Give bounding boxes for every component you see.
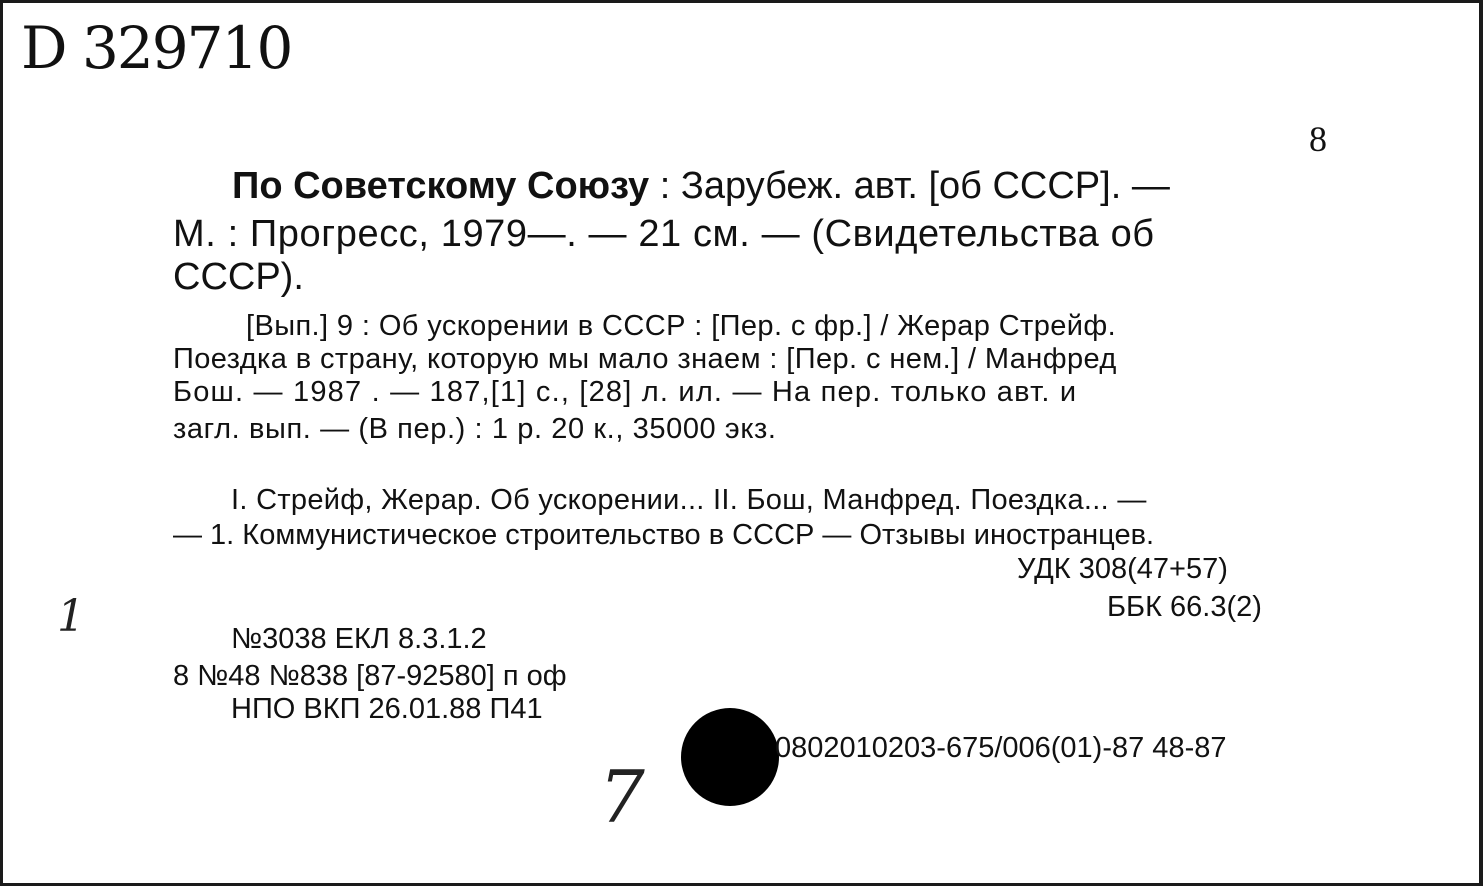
udk-code: УДК 308(47+57) [1017,553,1228,585]
title-line-2: М. : Прогресс, 1979—. — 21 см. — (Свидетельства об [173,213,1155,255]
issue-line: Поездка в страну, которую мы мало знаем : [Пер. с нем.] / Манфред [173,343,1117,375]
handwritten-mark-left: 1 [57,591,85,642]
issue-line: [Вып.] 9 : Об ускорении в СССР : [Пер. с фр.] / Жерар Стрейф. [246,310,1117,342]
title-line-1 [232,167,1170,205]
corner-number: 8 [1309,119,1327,159]
tracing-line: — 1. Коммунистическое строительство в СССР — Отзывы иностранцев. [173,519,1155,551]
title-line-1-rest: : Зарубеж. авт. [об СССР]. — [659,165,1170,207]
accession-number: D 329710 [21,14,292,82]
tracing-line: I. Стрейф, Жерар. Об ускорении... II. Бош, Манфред. Поездка... — [231,484,1147,516]
title-line-3: СССР). [173,256,304,298]
issue-line: загл. вып. — (В пер.) : 1 р. 20 к., 35000 экз. [173,413,777,445]
punch-hole [681,708,779,806]
service-line: НПО ВКП 26.01.88 П41 [231,693,543,725]
handwritten-mark-bottom: 7 [599,755,645,839]
title-bold: По Советскому Союзу [232,165,650,207]
issue-line: Бош. — 1987 . — 187,[1] с., [28] л. ил. — На пер. только авт. и [173,376,1078,408]
service-line: 8 №48 №838 [87-92580] п оф [173,660,567,692]
service-line: №3038 ЕКЛ 8.3.1.2 [231,623,487,655]
bbk-code: ББК 66.3(2) [1107,591,1262,623]
index-code: 0802010203-675/006(01)-87 48-87 [775,732,1227,764]
